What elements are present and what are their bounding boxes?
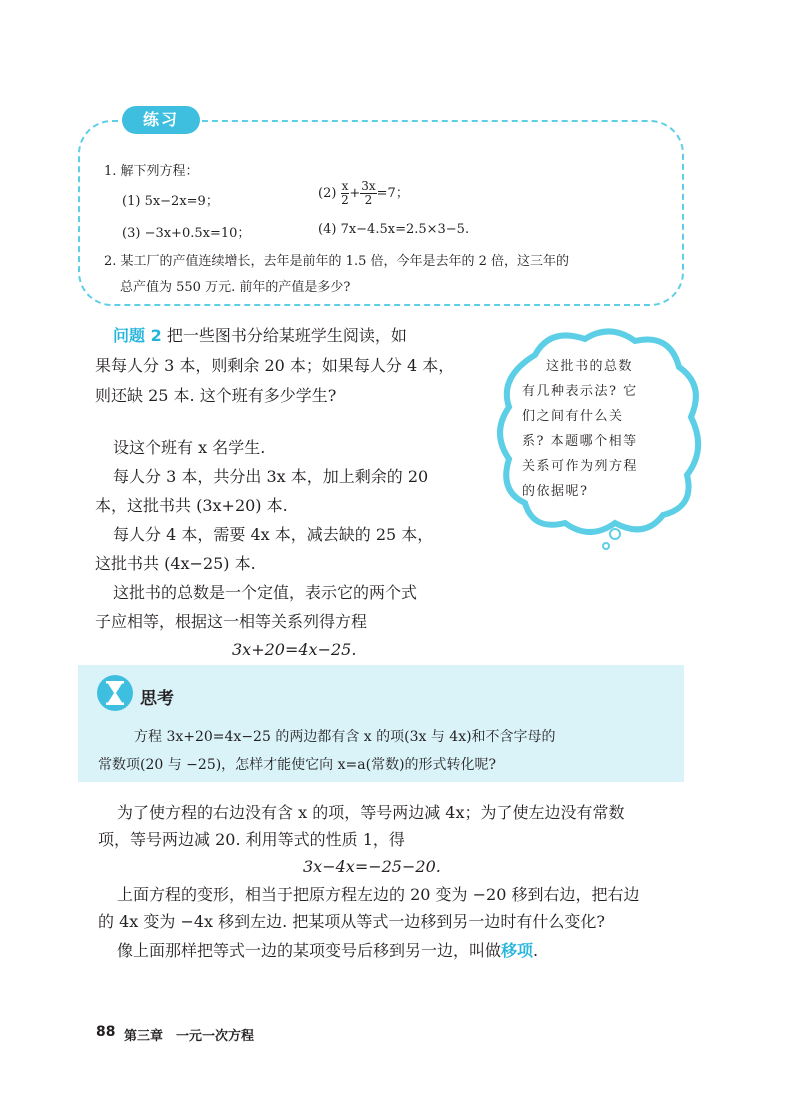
practice-eq4 (318, 222, 469, 237)
solution-equation: 3x+20=4x−25. (232, 640, 357, 659)
solution-s4: 每人分 4 本，需要 4x 本，减去缺的 25 本， (113, 525, 434, 544)
explanation-p2-line2: 的 4x 变为 −4x 移到左边. 把某项从等式一边移到另一边时有什么变化? (98, 912, 605, 931)
solution-s3: 本，这批书共 (3x+20) 本. (95, 496, 288, 515)
think-line2: 常数项(20 与 −25)，怎样才能使它向 x=a(常数)的形式转化呢? (98, 757, 497, 773)
eq2-frac2-num: 3x (361, 179, 376, 193)
explanation-p3-post: . (533, 941, 539, 960)
cloud-bubble-1 (610, 529, 620, 539)
eq2-plus: + (349, 186, 361, 201)
eq4-expr: 7x−4.5x=2.5×3−5. (340, 222, 470, 237)
solution-s7: 子应相等，根据这一相等关系列得方程 (95, 612, 368, 631)
cloud-line-1: 这批书的总数 (546, 359, 634, 374)
solution-s2: 每人分 3 本，共分出 3x 本，加上剩余的 20 (113, 467, 429, 486)
cloud-line-3: 们之间有什么关 (522, 409, 624, 424)
problem2-label: 问题 2 (113, 326, 162, 345)
eq2-rest: =7； (376, 186, 409, 201)
eq3-expr: −3x+0.5x=10； (144, 226, 251, 241)
explanation-p2-line1: 上面方程的变形，相当于把原方程左边的 20 变为 −20 移到右边，把右边 (117, 885, 640, 904)
cloud-line-6: 的依据呢? (522, 484, 589, 499)
practice-q2-line1: 2. 某工厂的产值连续增长，去年是前年的 1.5 倍，今年是去年的 2 倍，这三年的 (104, 254, 570, 269)
cloud-line-5: 关系可作为列方程 (522, 459, 639, 474)
eq2-label: (2) (318, 186, 337, 201)
eq1-expr: 5x−2x=9； (144, 194, 219, 209)
eq2-frac1-num: x (341, 179, 349, 193)
explanation-p1-line1: 为了使方程的右边没有含 x 的项，等号两边减 4x；为了使左边没有常数 (117, 803, 625, 822)
problem2-line3: 则还缺 25 本. 这个班有多少学生? (95, 386, 337, 405)
practice-eq3 (122, 222, 250, 241)
problem2-line1 (113, 322, 407, 350)
explanation-p1-line2: 项，等号两边减 20. 利用等式的性质 1，得 (98, 830, 405, 849)
problem2-text1: 把一些图书分给某班学生阅读，如 (166, 326, 407, 345)
eq2-frac2 (360, 180, 376, 207)
eq1-label: (1) (122, 194, 141, 209)
eq4-label: (4) (318, 222, 337, 237)
cloud-bubble-2 (603, 543, 609, 549)
explanation-p3-pre: 像上面那样把等式一边的某项变号后移到另一边，叫做 (117, 941, 502, 960)
page-number: 88 (96, 1024, 116, 1040)
chapter-title: 第三章 一元一次方程 (124, 1029, 255, 1044)
solution-s1: 设这个班有 x 名学生. (113, 438, 266, 457)
practice-eq1 (122, 190, 219, 209)
practice-q1-title: 1. 解下列方程： (104, 164, 199, 179)
explanation-equation: 3x−4x=−25−20. (303, 857, 441, 876)
solution-s6: 这批书的总数是一个定值，表示它的两个式 (113, 583, 418, 602)
problem2-line2: 果每人分 3 本，则剩余 20 本；如果每人分 4 本， (95, 356, 455, 375)
practice-q2-line2: 总产值为 550 万元. 前年的产值是多少? (120, 280, 351, 295)
practice-eq2 (318, 180, 409, 207)
eq2-frac1-den: 2 (341, 193, 349, 207)
explanation-p3 (117, 937, 538, 965)
think-title: 思考 (140, 689, 174, 709)
cloud-line-4: 系? 本题哪个相等 (522, 434, 638, 449)
solution-s5: 这批书共 (4x−25) 本. (95, 554, 256, 573)
hourglass-icon (96, 674, 134, 712)
eq3-label: (3) (122, 226, 141, 241)
practice-tag: 练习 (122, 106, 200, 134)
cloud-line-2: 有几种表示法? 它 (522, 384, 638, 399)
cloud-text (522, 354, 672, 504)
key-term-yixiang: 移项 (501, 941, 534, 960)
think-line1: 方程 3x+20=4x−25 的两边都有含 x 的项(3x 与 4x)和不含字母的 (134, 729, 556, 745)
eq2-frac2-den: 2 (364, 193, 373, 207)
